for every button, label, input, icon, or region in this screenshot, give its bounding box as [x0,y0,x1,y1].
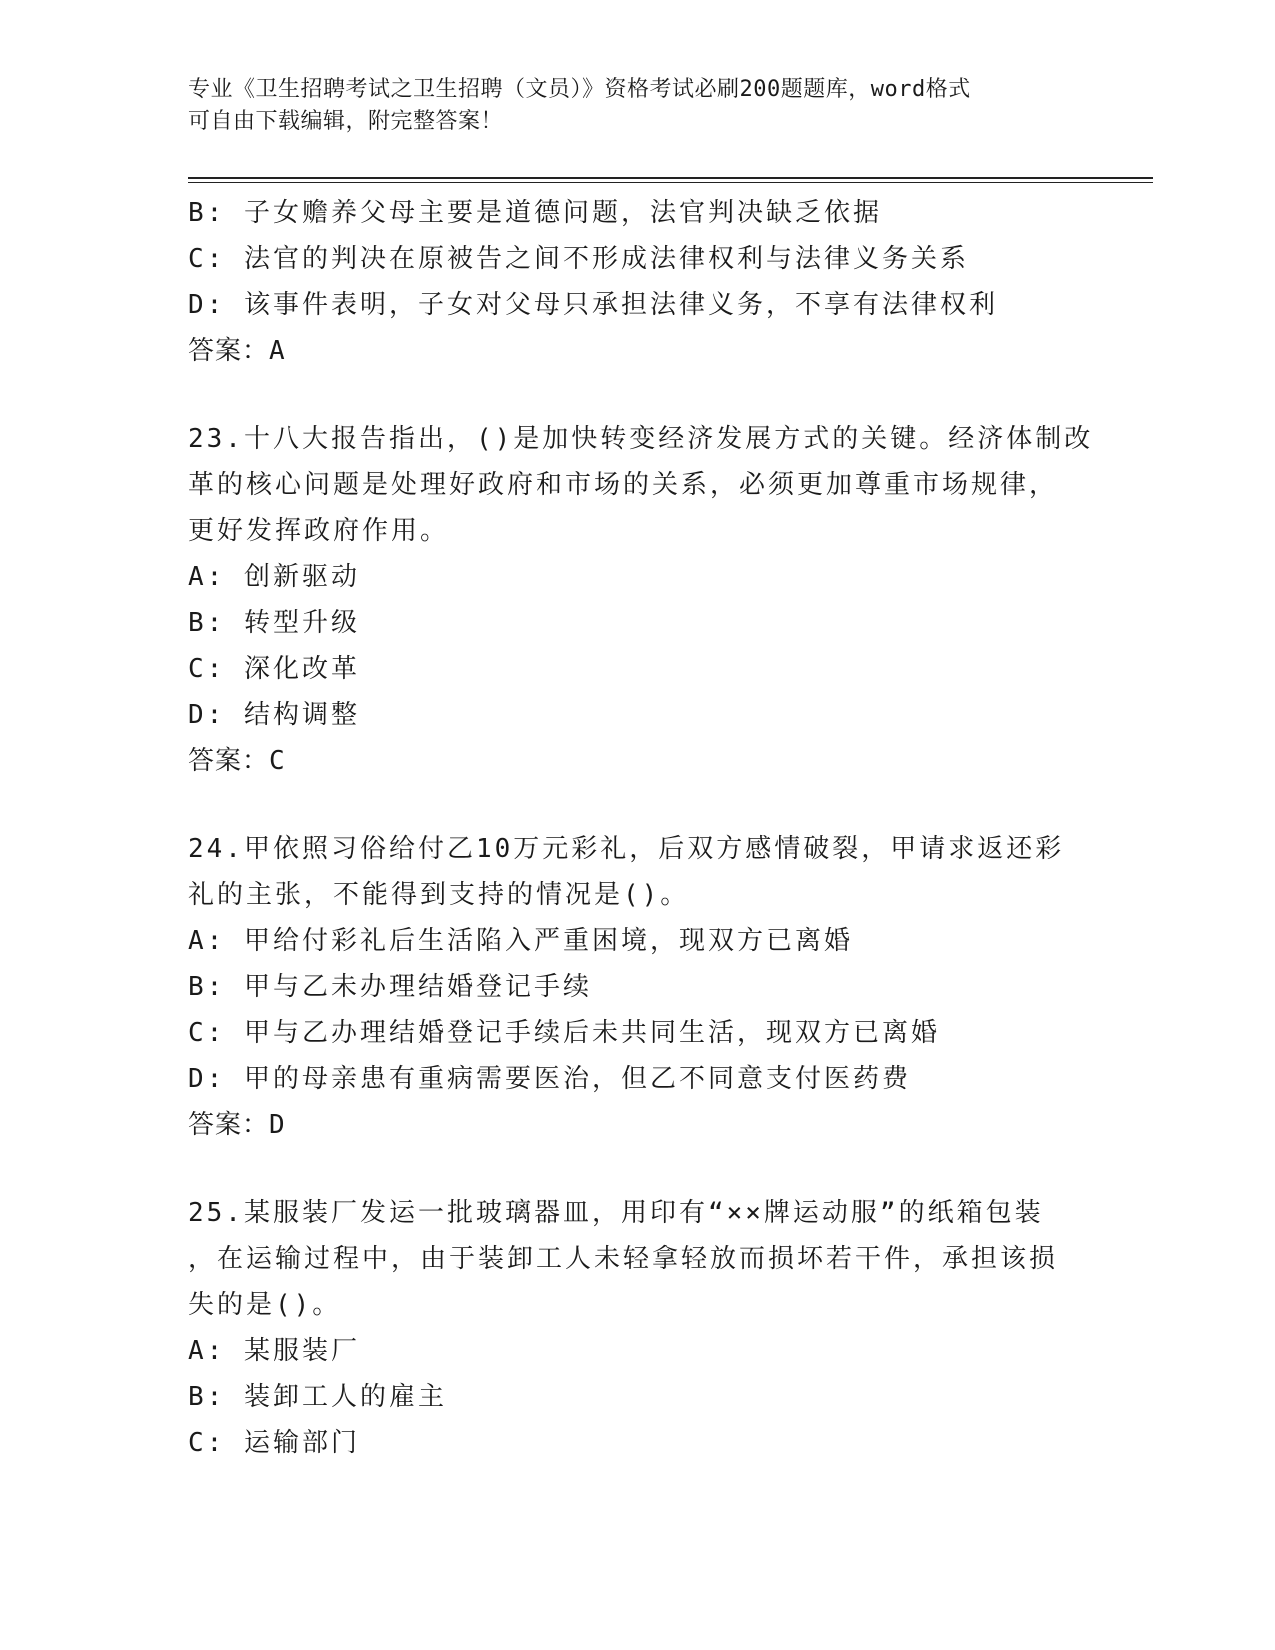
question-text-line: 24.甲依照习俗给付乙10万元彩礼，后双方感情破裂，甲请求返还彩 [188,834,1065,864]
header-line-1: 专业《卫生招聘考试之卫生招聘（文员）》资格考试必刷200题题库，word格式 [188,77,971,102]
question-content [188,190,1094,1466]
option-d: D: 该事件表明，子女对父母只承担法律义务，不享有法律权利 [188,290,998,320]
question-text-line: 更好发挥政府作用。 [188,516,450,546]
question-text-line: 23.十八大报告指出，()是加快转变经济发展方式的关键。经济体制改 [188,424,1094,454]
option-a: A: 创新驱动 [188,562,360,592]
option-c: C: 运输部门 [188,1428,360,1458]
option-d: D: 甲的母亲患有重病需要医治，但乙不同意支付医药费 [188,1064,911,1094]
question-block-23 [188,416,1094,784]
option-b: B: 转型升级 [188,608,360,638]
option-c: C: 甲与乙办理结婚登记手续后未共同生活，现双方已离婚 [188,1018,940,1048]
option-b: B: 装卸工人的雇主 [188,1382,447,1412]
header-line-2: 可自由下载编辑，附完整答案！ [188,109,504,134]
answer-line: 答案：C [188,746,286,776]
option-b: B: 子女赡养父母主要是道德问题，法官判决缺乏依据 [188,198,882,228]
question-block-22 [188,190,1088,374]
question-block-24 [188,826,1088,1148]
option-d: D: 结构调整 [188,700,360,730]
question-text-line: 革的核心问题是处理好政府和市场的关系，必须更加尊重市场规律， [188,470,1059,500]
header-rule-thin [188,182,1153,183]
document-header [188,74,1068,138]
question-text-line: 礼的主张，不能得到支持的情况是()。 [188,880,690,910]
option-a: A: 甲给付彩礼后生活陷入严重困境，现双方已离婚 [188,926,853,956]
option-a: A: 某服装厂 [188,1336,360,1366]
question-block-25 [188,1190,1088,1466]
option-b: B: 甲与乙未办理结婚登记手续 [188,972,592,1002]
question-text-line: ，在运输过程中，由于装卸工人未轻拿轻放而损坏若干件，承担该损 [188,1244,1059,1274]
header-rule-thick [188,177,1153,179]
answer-line: 答案：D [188,1110,286,1140]
question-text-line: 失的是()。 [188,1290,342,1320]
question-text-line: 25.某服装厂发运一批玻璃器皿，用印有“××牌运动服”的纸箱包装 [188,1198,1044,1228]
answer-line: 答案：A [188,336,286,366]
option-c: C: 法官的判决在原被告之间不形成法律权利与法律义务关系 [188,244,969,274]
option-c: C: 深化改革 [188,654,360,684]
